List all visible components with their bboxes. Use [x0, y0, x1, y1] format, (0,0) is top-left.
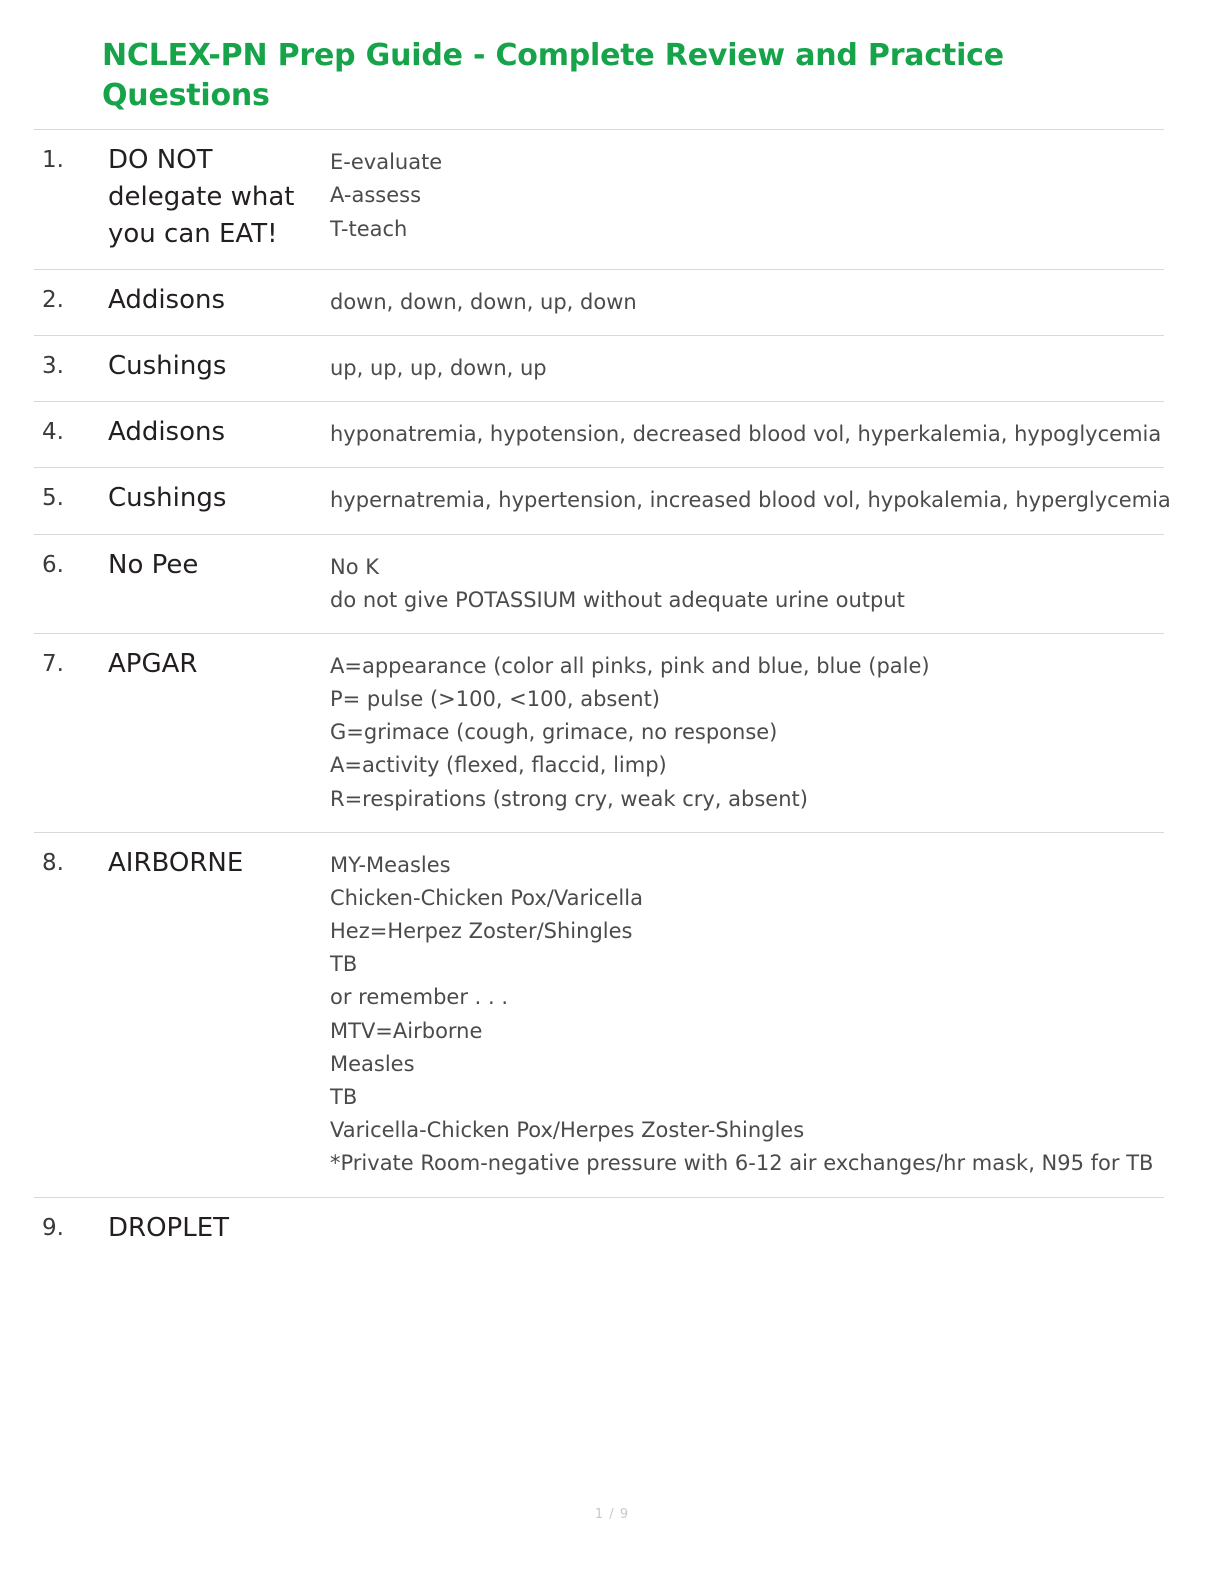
- definition-line: Measles: [330, 1051, 415, 1076]
- definition-line: up, up, up, down, up: [330, 356, 547, 381]
- row-number: 2.: [42, 286, 64, 313]
- study-guide-table: [34, 129, 1171, 1262]
- row-term: DROPLET: [108, 1212, 230, 1243]
- table-row: [34, 269, 1164, 335]
- row-term: APGAR: [108, 648, 198, 679]
- row-term: Addisons: [108, 284, 226, 315]
- row-term: No Pee: [108, 549, 199, 580]
- table-row: [34, 633, 1164, 832]
- row-definition: [330, 130, 1164, 270]
- definition-line: Chicken-Chicken Pox/Varicella: [330, 885, 643, 910]
- table-row: [34, 1197, 1164, 1262]
- row-term: DO NOT delegate what you can EAT!: [108, 145, 295, 249]
- page-title: NCLEX-PN Prep Guide - Complete Review and Practice Questions: [102, 38, 1004, 113]
- definition-line: hypernatremia, hypertension, increased blood vol, hypokalemia, hyperglycemia: [330, 488, 1171, 513]
- definition-line: Hez=Herpez Zoster/Shingles: [330, 919, 633, 944]
- table-row: [34, 832, 1164, 1197]
- definition-line: No K: [330, 554, 380, 579]
- table-row: [34, 468, 1164, 534]
- row-term: AIRBORNE: [108, 847, 244, 878]
- table-row: [34, 534, 1164, 633]
- row-number: 3.: [42, 353, 64, 380]
- row-number: 7.: [42, 650, 64, 677]
- definition-line: R=respirations (strong cry, weak cry, absent): [330, 786, 808, 811]
- definition-line: down, down, down, up, down: [330, 289, 637, 314]
- definition-line: TB: [330, 1085, 358, 1109]
- definition-line: E-evaluate: [330, 150, 443, 175]
- table-row: [34, 402, 1164, 468]
- page-number: 1 / 9: [594, 1507, 630, 1522]
- definition-line: *Private Room-negative pressure with 6-12 air exchanges/hr mask, N95 for TB: [330, 1151, 1154, 1176]
- row-number: 1.: [42, 147, 64, 174]
- row-term: Addisons: [108, 417, 226, 448]
- row-definition: [330, 534, 1164, 633]
- row-definition: [330, 832, 1164, 1197]
- definition-line: G=grimace (cough, grimace, no response): [330, 720, 778, 745]
- table-row: [34, 336, 1164, 402]
- definition-line: hyponatremia, hypotension, decreased blood vol, hyperkalemia, hypoglycemia: [330, 422, 1162, 447]
- row-definition: [330, 336, 1164, 402]
- row-term: Cushings: [108, 351, 227, 382]
- row-number: 9.: [42, 1214, 64, 1241]
- definition-line: A=appearance (color all pinks, pink and blue, blue (pale): [330, 653, 930, 678]
- row-definition: [330, 269, 1164, 335]
- row-definition: [330, 1197, 1164, 1262]
- definition-line: TB: [330, 952, 358, 977]
- row-number: 5.: [42, 485, 64, 512]
- row-definition: [330, 468, 1171, 534]
- definition-line: A-assess: [330, 183, 422, 208]
- definition-line: do not give POTASSIUM without adequate urine output: [330, 587, 905, 612]
- row-definition: [330, 633, 1164, 832]
- definition-line: or remember . . .: [330, 985, 509, 1010]
- row-definition: [330, 402, 1164, 468]
- row-number: 6.: [42, 551, 64, 578]
- row-term: Cushings: [108, 483, 227, 514]
- definition-line: MY-Measles: [330, 852, 451, 877]
- definition-line: T-teach: [330, 216, 408, 241]
- definition-line: MTV=Airborne: [330, 1018, 483, 1043]
- definition-line: Varicella-Chicken Pox/Herpes Zoster-Shingles: [330, 1118, 805, 1143]
- row-number: 4.: [42, 419, 64, 446]
- definition-line: P= pulse (>100, <100, absent): [330, 687, 660, 712]
- row-number: 8.: [42, 849, 64, 876]
- definition-line: A=activity (flexed, flaccid, limp): [330, 753, 667, 778]
- table-row: [34, 130, 1164, 270]
- table-body: [34, 130, 1171, 1263]
